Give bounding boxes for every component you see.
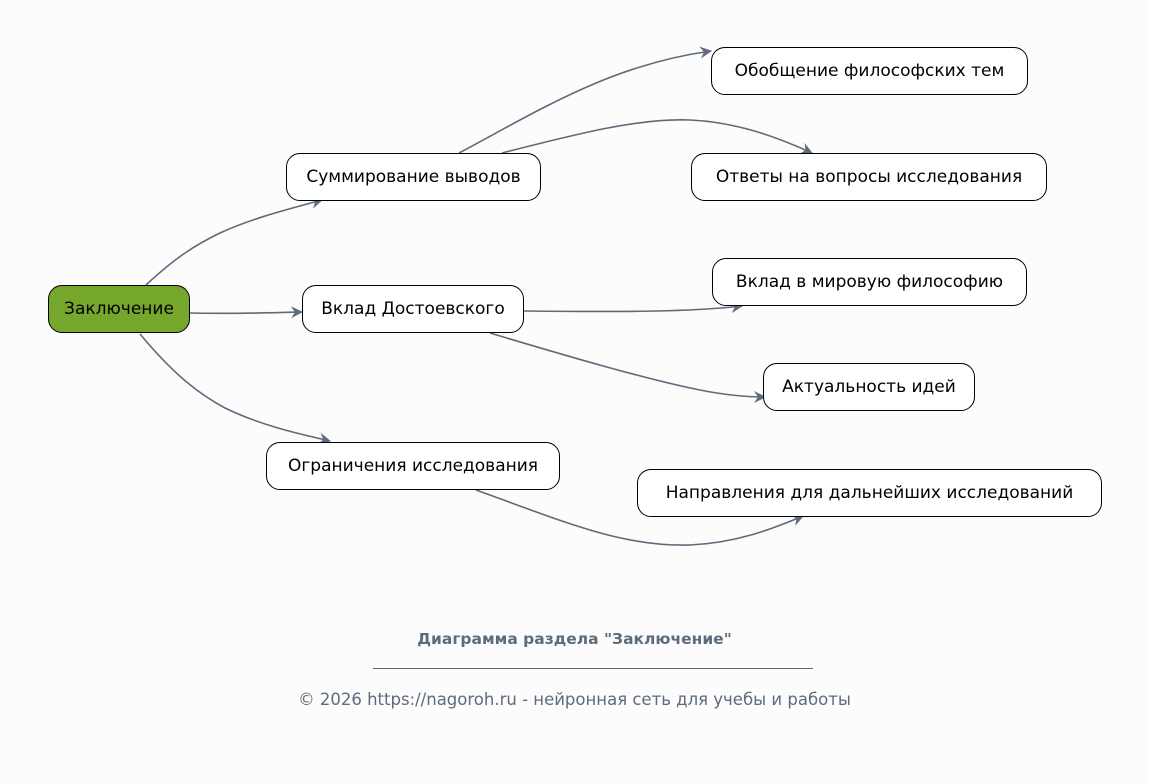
node-generalization-of-themes[interactable]: Обобщение философских тем <box>711 47 1028 95</box>
node-dostoevsky-contribution[interactable]: Вклад Достоевского <box>302 285 524 333</box>
footer-copyright: © 2026 https://nagoroh.ru - нейронная сеть для учебы и работы <box>298 690 851 709</box>
edge-contribution-to-world-philosophy <box>524 306 742 311</box>
node-summary-of-findings[interactable]: Суммирование выводов <box>286 153 541 201</box>
edge-root-to-limitations <box>140 334 330 441</box>
diagram-title: Диаграмма раздела "Заключение" <box>417 630 732 648</box>
node-future-research-directions[interactable]: Направления для дальнейших исследований <box>637 469 1102 517</box>
node-relevance-of-ideas[interactable]: Актуальность идей <box>763 363 975 411</box>
edge-contribution-to-relevance <box>490 333 765 397</box>
node-answers-to-questions[interactable]: Ответы на вопросы исследования <box>691 153 1047 201</box>
node-world-philosophy-contribution[interactable]: Вклад в мировую философию <box>712 258 1027 306</box>
caption-divider <box>373 668 813 669</box>
node-research-limitations[interactable]: Ограничения исследования <box>266 442 560 490</box>
edge-root-to-contribution <box>190 312 302 313</box>
edge-summary-to-answers <box>502 120 812 153</box>
node-conclusion[interactable]: Заключение <box>48 285 190 333</box>
edge-summary-to-generalization <box>459 51 711 153</box>
edge-root-to-summary <box>146 200 322 285</box>
